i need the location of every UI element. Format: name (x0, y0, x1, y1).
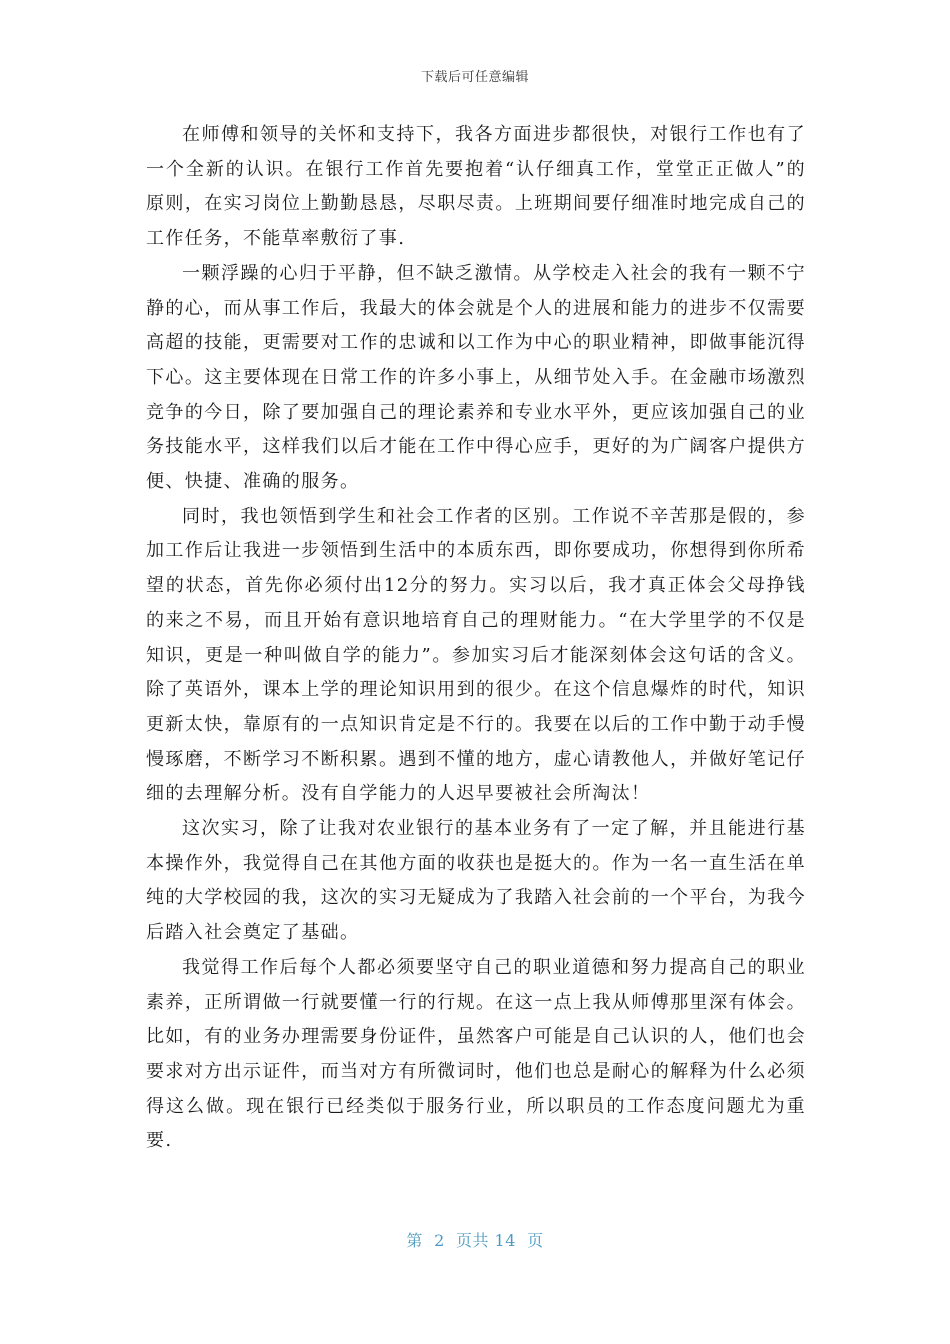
paragraph-5: 我觉得工作后每个人都必须要坚守自己的职业道德和努力提高自己的职业素养，正所谓做一行就要懂一行的行规。在这一点上我从师傅那里深有体会。比如，有的业务办理需要身份证件，虽然客户可能是自己认识的人，他们也会要求对方出示证件，而当对方有所微词时，他们也总是耐心的解释为什么必须得这么做。现在银行已经类似于服务行业，所以职员的工作态度问题尤为重要. (146, 956, 806, 1152)
page-header: 下载后可任意编辑 (420, 70, 529, 85)
paragraph-1: 在师傅和领导的关怀和支持下，我各方面进步都很快，对银行工作也有了一个全新的认识。在银行工作首先要抱着“认仔细真工作，堂堂正正做人”的原则，在实习岗位上勤勤恳恳，尽职尽责。上班期间要仔细准时地完成自己的工作任务，不能草率敷衍了事. (146, 124, 806, 250)
body-text (146, 118, 806, 1159)
paragraph-4: 这次实习，除了让我对农业银行的基本业务有了一定了解，并且能进行基本操作外，我觉得自己在其他方面的收获也是挺大的。作为一名一直生活在单纯的大学校园的我，这次的实习无疑成为了我踏入社会前的一个平台，为我今后踏入社会奠定了基础。 (146, 818, 806, 944)
page-footer: 第 2 页共 14 页 (406, 1231, 544, 1250)
paragraph-2: 一颗浮躁的心归于平静，但不缺乏激情。从学校走入社会的我有一颗不宁静的心，而从事工作后，我最大的体会就是个人的进展和能力的进步不仅需要高超的技能，更需要对工作的忠诚和以工作为中心的职业精神，即做事能沉得下心。这主要体现在日常工作的许多小事上，从细节处入手。在金融市场激烈竞争的今日，除了要加强自己的理论素养和专业水平外，更应该加强自己的业务技能水平，这样我们以后才能在工作中得心应手，更好的为广阔客户提供方便、快捷、准确的服务。 (146, 262, 806, 493)
paragraph-3: 同时，我也领悟到学生和社会工作者的区别。工作说不辛苦那是假的，参加工作后让我进一步领悟到生活中的本质东西，即你要成功，你想得到你所希望的状态，首先你必须付出12分的努力。实习以后，我才真正体会父母挣钱的来之不易，而且开始有意识地培育自己的理财能力。“在大学里学的不仅是知识，更是一种叫做自学的能力”。参加实习后才能深刻体会这句话的含义。除了英语外，课本上学的理论知识用到的很少。在这个信息爆炸的时代，知识更新太快，靠原有的一点知识肯定是不行的。我要在以后的工作中勤于动手慢慢琢磨，不断学习不断积累。遇到不懂的地方，虚心请教他人，并做好笔记仔细的去理解分析。没有自学能力的人迟早要被社会所淘汰！ (146, 505, 806, 805)
